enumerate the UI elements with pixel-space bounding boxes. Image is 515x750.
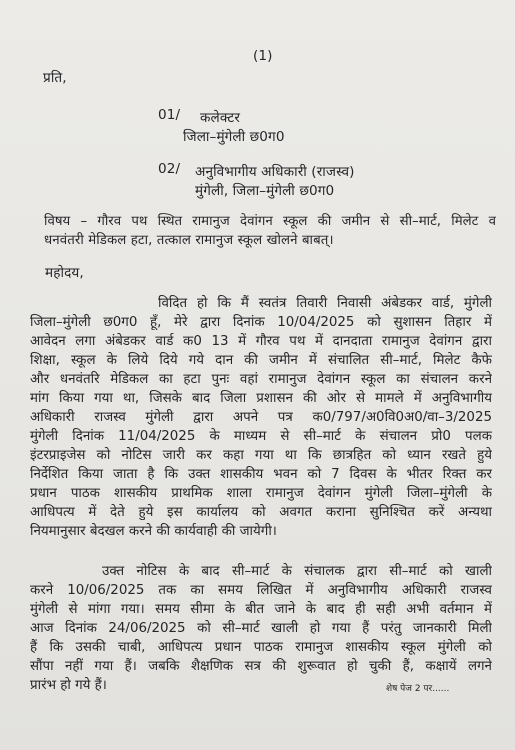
recipient-1-district: जिला–मुंगेली छ0ग0 xyxy=(183,129,285,145)
para1-line-8: मुंगेली दिनांक 11/04/2025 के माध्यम से सी–मार्ट के संचालन प्रो0 पलक xyxy=(30,429,492,444)
para1-line-10: निर्देशित किया जाता है कि उक्त शासकीय भवन को 7 दिवस के भीतर रिक्त कर xyxy=(30,467,492,482)
para1-line-9: इंटरप्राइजेस को नोटिस जारी कर कहा गया था कि छात्रहित को ध्यान रखते हुये xyxy=(30,448,492,463)
para2-line-4: आज दिनांक 24/06/2025 को सी–मार्ट खाली हो गया हैं परंतु जानकारी मिली xyxy=(30,621,492,636)
salutation: महोदय, xyxy=(45,265,84,281)
recipient-1-number: 01/ xyxy=(158,107,181,123)
para1-line-6: मांग किया गया था, जिसके बाद जिला प्रशासन की ओर से मामले में अनुविभागीय xyxy=(30,391,492,406)
recipient-2-title: अनुविभागीय अधिकारी (राजस्व) xyxy=(195,164,355,180)
continuation-note: शेष पेज 2 पर...... xyxy=(386,684,450,694)
subject-line-2: धनवंतरी मेडिकल हटा, तत्काल रामानुज स्कूल खोलने बाबत्। xyxy=(44,233,334,248)
para2-line-3: मुंगेली से मांगा गया। समय सीमा के बीत जाने के बाद ही सही अभी वर्तमान में xyxy=(30,602,492,617)
recipient-1-title: कलेक्टर xyxy=(200,110,240,126)
para1-line-3: आवेदन लगा अंबेडकर वार्ड क0 13 में गौरव पथ में दानदाता रामानुज देवांगन द्वारा xyxy=(30,334,492,349)
recipient-2-district: मुंगेली, जिला–मुंगेली छ0ग0 xyxy=(195,183,335,199)
subject-line-1: विषय – गौरव पथ स्थित रामानुज देवांगन स्कूल की जमीन से सी–मार्ट, मिलेट व xyxy=(44,214,496,229)
para1-line-5: और धनवंतरि मेडिकल का हटा पुनः वहां रामानुज देवांगन स्कूल का संचालन करने xyxy=(30,372,492,387)
recipient-2-number: 02/ xyxy=(158,161,181,177)
para2-line-7: प्रारंभ हो गये हैं। xyxy=(30,678,107,693)
para1-line-13: नियमानुसार बेदखल करने की कार्यवाही की जायेगी। xyxy=(30,524,277,539)
para1-line-4: शिक्षा, स्कूल के लिये दिये गये दान की जमीन में संचालित सी–मार्ट, मिलेट कैफे xyxy=(30,353,492,368)
para2-line-1: उक्त नोटिस के बाद सी–मार्ट के संचालक द्वारा सी–मार्ट को खाली xyxy=(102,564,492,579)
para1-line-12: आधिपत्य में देते हुये इस कार्यालय को अवगत कराना सुनिश्चित करें अन्यथा xyxy=(30,505,492,520)
page-number: (1) xyxy=(253,48,273,64)
addressee-prefix: प्रति, xyxy=(43,70,67,86)
para2-line-2: करने 10/06/2025 तक का समय लिखित में अनुविभागीय अधिकारी राजस्व xyxy=(30,583,492,598)
para2-line-6: सौंपा नहीं गया हैं। जबकि शैक्षणिक सत्र की शुरूवात हो चुकी हैं, कक्षायें लगने xyxy=(30,659,492,674)
para1-line-2: जिला–मुंगेली छ0ग0 हूँ, मेरे द्वारा दिनांक 10/04/2025 को सुशासन तिहार में xyxy=(30,315,492,330)
para1-line-1: विदित हो कि मैं स्वतंत्र तिवारी निवासी अंबेडकर वार्ड, मुंगेली xyxy=(158,296,492,311)
para1-line-11: प्रधान पाठक शासकीय प्राथमिक शाला रामानुज देवांगन मुंगेली जिला–मुंगेली के xyxy=(30,486,492,501)
para1-line-7: अधिकारी राजस्व मुंगेली द्वारा अपने पत्र क0/797/अ0वि0अ0/वा–3/2025 xyxy=(30,410,492,425)
para2-line-5: हैं कि उसकी चाबी, आधिपत्य प्रधान पाठक रामानुज शासकीय स्कूल मुंगेली को xyxy=(30,640,492,655)
